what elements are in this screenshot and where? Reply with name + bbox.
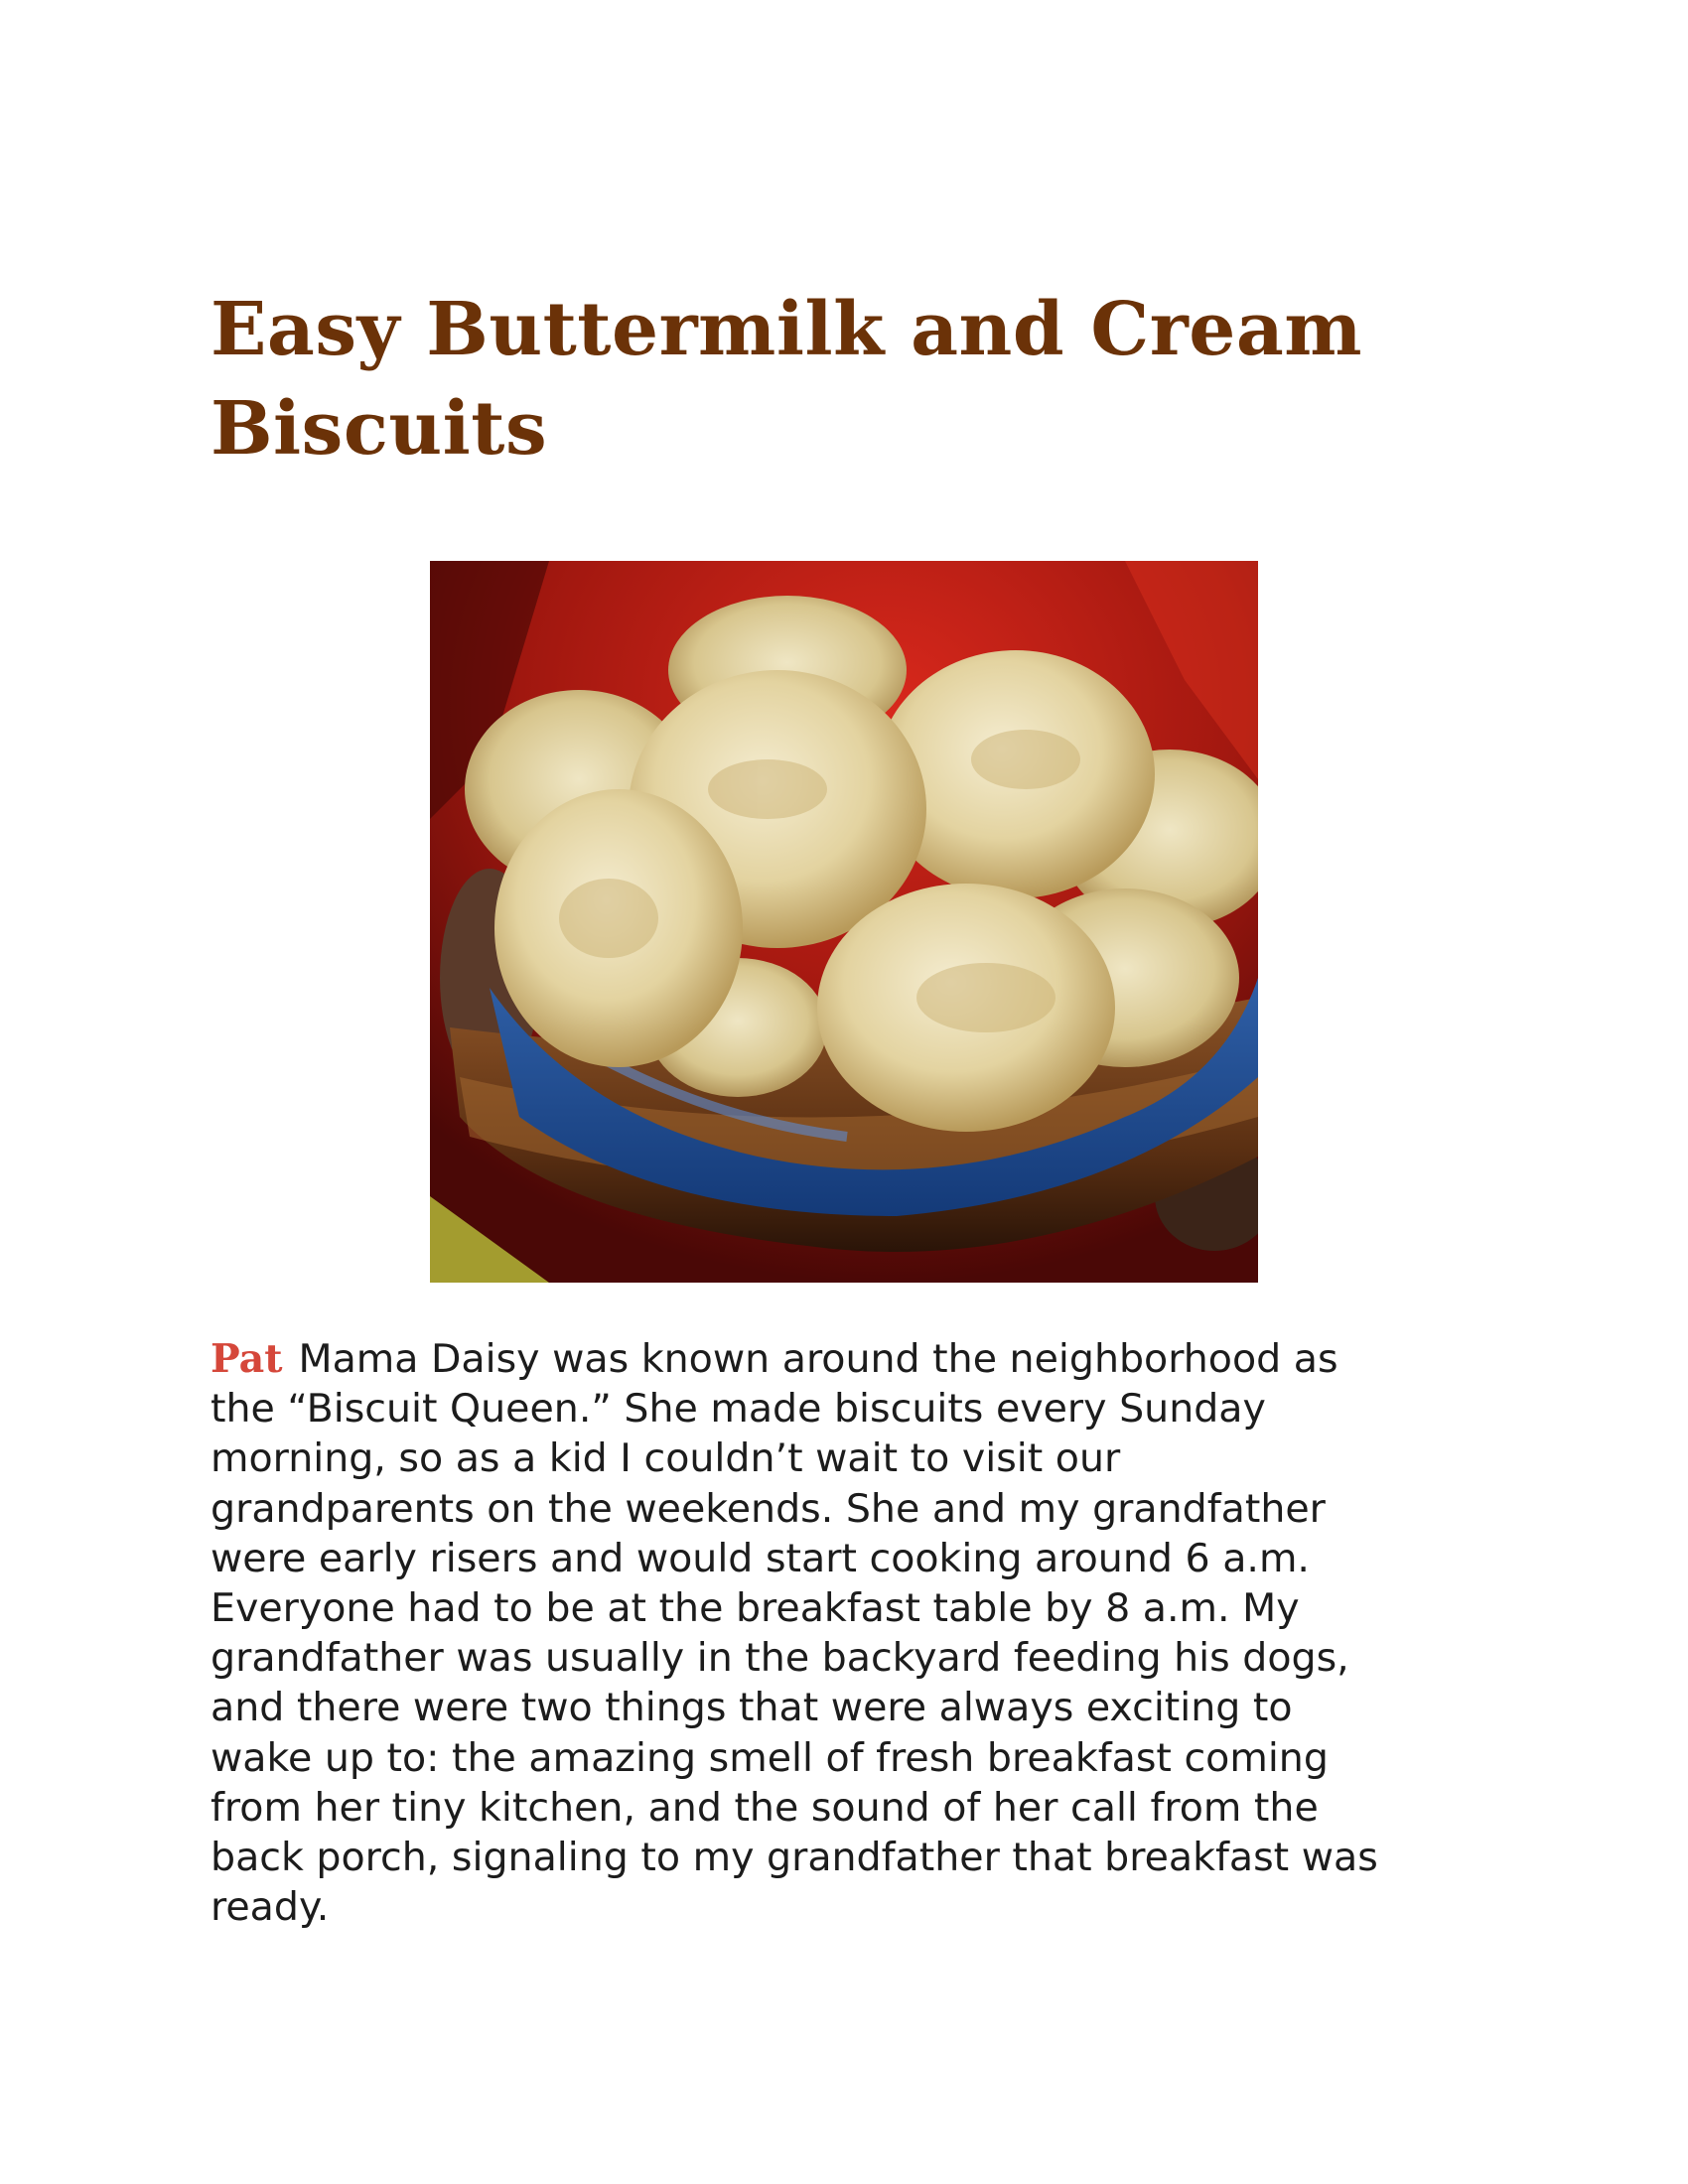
biscuits-photo	[430, 561, 1258, 1283]
speaker-name: Pat	[211, 1336, 283, 1382]
biscuits-basket-illustration	[430, 561, 1258, 1283]
story-text: Mama Daisy was known around the neighborhood as the “Biscuit Queen.” She made biscuits every Sunday morning, so as a kid I couldn’t wait to visit our grandparents on the weekends. She and my grandfather were early risers and would start cooking around 6 a.m. Everyone had to be at the breakfast table by 8 a.m. My grandfather was usually in the backyard feeding his dogs, and there were two things that were always exciting to wake up to: the amazing smell of fresh breakfast coming from her tiny kitchen, and the sound of her call from the back porch, signaling to my grandfather that breakfast was ready.	[211, 1336, 1378, 1931]
recipe-story	[211, 1334, 1382, 1932]
recipe-title: Easy Buttermilk and Cream Biscuits	[211, 287, 1363, 472]
